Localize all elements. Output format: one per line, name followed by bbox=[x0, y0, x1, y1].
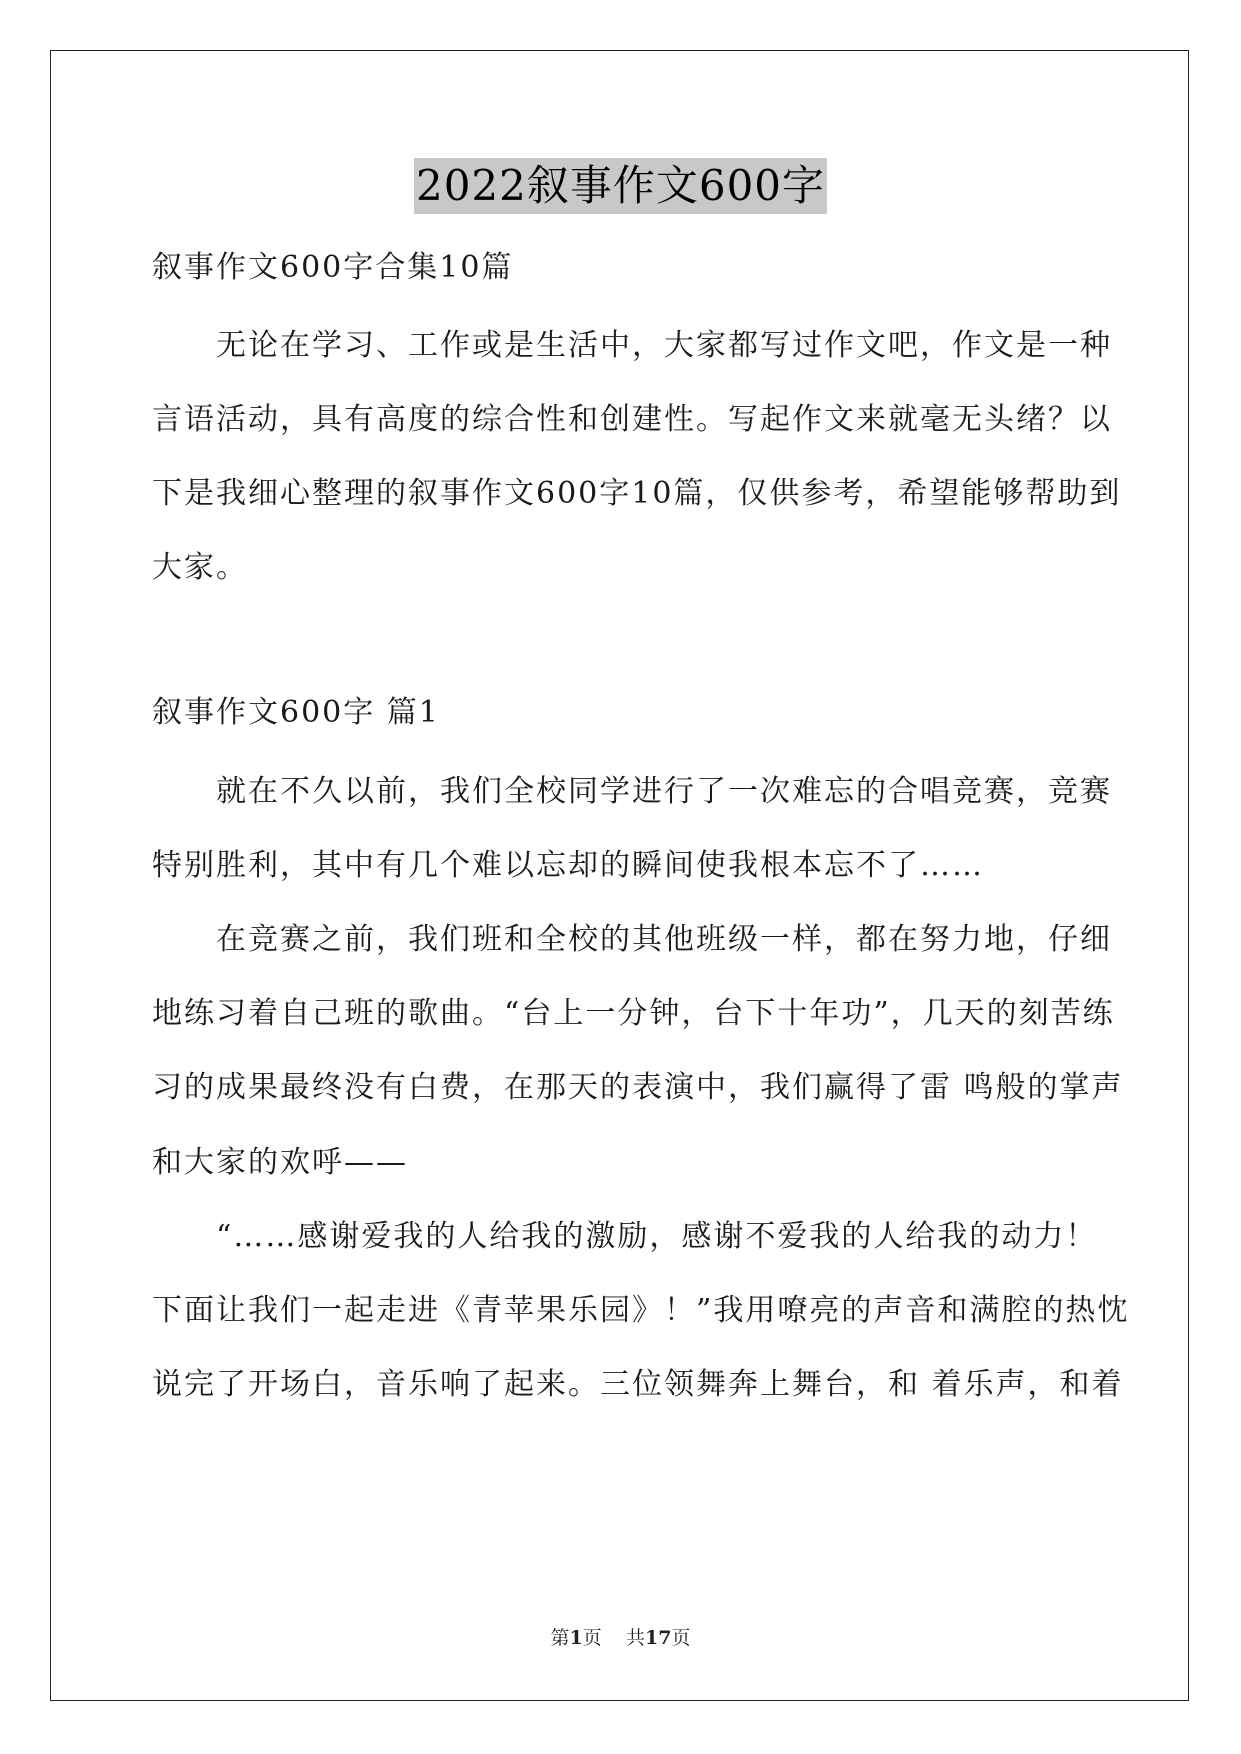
paragraph-line: 言语活动，具有高度的综合性和创建性。写起作文来就毫无头绪？以 bbox=[152, 402, 1112, 437]
section-heading: 叙事作文600字合集10篇 bbox=[152, 250, 514, 285]
document-title: 2022叙事作文600字 bbox=[414, 158, 827, 214]
paragraph-line: 无论在学习、工作或是生活中，大家都写过作文吧，作文是一种 bbox=[152, 328, 1112, 363]
page-number: 1 bbox=[569, 1627, 583, 1649]
page-suffix: 页 bbox=[582, 1627, 602, 1649]
total-prefix: 共 bbox=[625, 1627, 645, 1649]
paragraph-line: 下面让我们一起走进《青苹果乐园》！”我用嘹亮的声音和满腔的热忱 bbox=[152, 1293, 1130, 1328]
paragraph-line: “……感谢爱我的人给我的激励，感谢不爱我的人给我的动力！ bbox=[152, 1219, 1098, 1254]
page-prefix: 第 bbox=[550, 1627, 570, 1649]
paragraph-line: 在竞赛之前，我们班和全校的其他班级一样，都在努力地，仔细 bbox=[152, 922, 1112, 957]
paragraph-line: 特别胜利，其中有几个难以忘却的瞬间使我根本忘不了…… bbox=[152, 848, 984, 883]
total-pages: 17 bbox=[644, 1627, 672, 1649]
paragraph-line: 说完了开场白，音乐响了起来。三位领舞奔上舞台，和 着乐声，和着 bbox=[152, 1367, 1124, 1402]
page-footer bbox=[0, 1626, 1241, 1650]
paragraph-line: 地练习着自己班的歌曲。“台上一分钟，台下十年功”，几天的刻苦练 bbox=[152, 996, 1115, 1031]
paragraph-line: 就在不久以前，我们全校同学进行了一次难忘的合唱竞赛，竞赛 bbox=[152, 774, 1112, 809]
paragraph-line: 习的成果最终没有白费，在那天的表演中，我们赢得了雷 鸣般的掌声 bbox=[152, 1070, 1124, 1105]
paragraph-line: 大家。 bbox=[152, 550, 248, 585]
paragraph-line: 和大家的欢呼—— bbox=[152, 1145, 408, 1180]
title-container bbox=[0, 158, 1241, 214]
chapter-heading: 叙事作文600字 篇1 bbox=[152, 695, 440, 730]
paragraph-line: 下是我细心整理的叙事作文600字10篇，仅供参考，希望能够帮助到 bbox=[152, 476, 1122, 511]
total-suffix: 页 bbox=[671, 1627, 691, 1649]
